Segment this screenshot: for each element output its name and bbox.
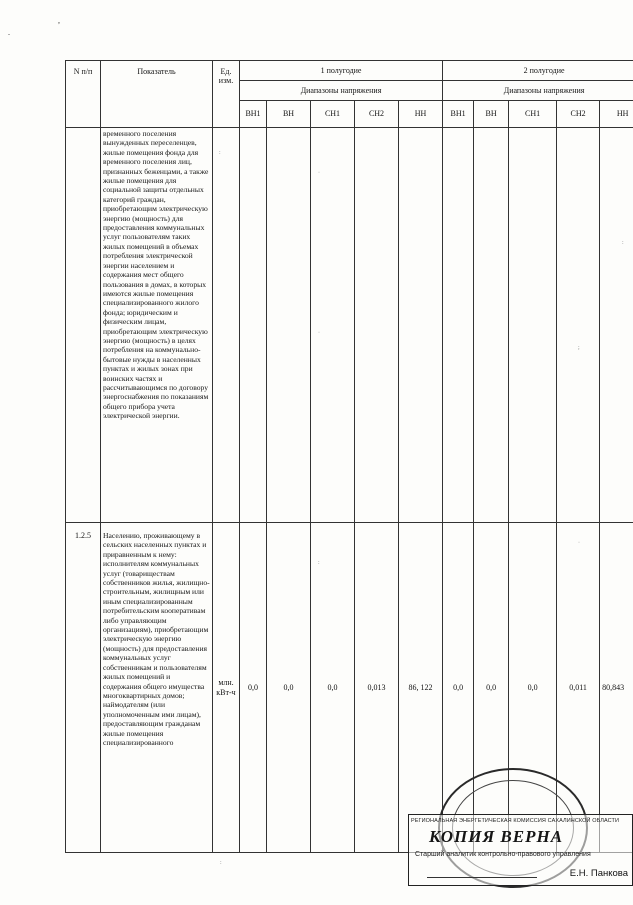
- header-row-1: [66, 61, 633, 81]
- row-indicator: Населению, проживающему в сельских населенных пунктах и приравненным к нему: исполнителям коммунальных услуг (товариществам собственников жилья, жилищно-строительным, жилищным или иным специализированным потребительским кооперативам либо управляющим организациям), приобретающим электрическую энергию (мощность) для предоставления коммунальных услуг собственникам и пользователям жилых помещений и содержания общего имущества многоквартирных домов; наймодателям (или уполномоченным ими лицам), предоставляющим гражданам жилые помещения специализированного: [101, 523, 213, 853]
- row-number: 1.2.5: [66, 523, 101, 853]
- scan-speck: ·: [578, 540, 580, 546]
- indicator-header: Показатель: [101, 61, 213, 128]
- scan-speck: :: [220, 860, 222, 866]
- row-value: [267, 128, 311, 523]
- signature-line: [427, 877, 537, 878]
- scan-speck: ,: [58, 16, 60, 25]
- scan-speck: :: [219, 150, 221, 156]
- row-value: [240, 128, 267, 523]
- tariff-table: [65, 60, 633, 853]
- row-value: [474, 128, 509, 523]
- ranges1-header: Диапазоны напряжения: [240, 81, 443, 101]
- level-header: ВН: [474, 101, 509, 128]
- level-header: НН: [600, 101, 633, 128]
- scan-speck: ·: [318, 330, 320, 336]
- row-value: [399, 128, 443, 523]
- row-value: 0,0: [311, 523, 355, 853]
- row-value: [509, 128, 557, 523]
- row-value: 80,843: [600, 523, 633, 853]
- row-value: [355, 128, 399, 523]
- num-header: N п/п: [66, 61, 101, 128]
- half1-header: 1 полугодие: [240, 61, 443, 81]
- unit-header: Ед. изм.: [213, 61, 240, 128]
- row-value: 0,013: [355, 523, 399, 853]
- stamp-copy-mark: КОПИЯ ВЕРНА: [429, 827, 564, 846]
- row-value: 0,0: [474, 523, 509, 853]
- row-value: 0,0: [509, 523, 557, 853]
- level-header: НН: [399, 101, 443, 128]
- stamp-box: [408, 814, 633, 886]
- stamp-signer-name: Е.Н. Панкова: [569, 868, 628, 879]
- row-value: 0,0: [443, 523, 474, 853]
- level-header: ВН1: [240, 101, 267, 128]
- stamp-organization: РЕГИОНАЛЬНАЯ ЭНЕРГЕТИЧЕСКАЯ КОМИССИЯ САХАЛИНСКОЙ ОБЛАСТИ: [411, 818, 620, 824]
- certification-stamp: [408, 768, 633, 888]
- level-header: СН1: [509, 101, 557, 128]
- level-header: ВН1: [443, 101, 474, 128]
- level-header: СН1: [311, 101, 355, 128]
- scan-speck: .: [8, 28, 10, 37]
- row-value: 0,0: [267, 523, 311, 853]
- scan-speck: :: [318, 560, 320, 566]
- half2-header: 2 полугодие: [443, 61, 633, 81]
- row-value: 0,011: [557, 523, 600, 853]
- level-header: СН2: [557, 101, 600, 128]
- scan-speck: ;: [578, 345, 580, 351]
- ranges2-header: Диапазоны напряжения: [443, 81, 633, 101]
- scan-speck: ·: [318, 170, 320, 176]
- scan-speck: :: [622, 240, 624, 246]
- row-unit: [213, 128, 240, 523]
- row-value: 0,0: [240, 523, 267, 853]
- row-value: [443, 128, 474, 523]
- level-header: СН2: [355, 101, 399, 128]
- row-unit: млн. кВт-ч: [213, 523, 240, 853]
- stamp-role: Старший аналитик контрольно-правового управления: [415, 851, 591, 858]
- row-number: [66, 128, 101, 523]
- row-value: [311, 128, 355, 523]
- row-value: 86, 122: [399, 523, 443, 853]
- row-value: [600, 128, 633, 523]
- row-indicator: временного поселения вынужденных переселенцев, жилые помещения фонда для временного поселения лиц, признанных беженцами, а также жилые помещения для социальной защиты отдельных категорий граждан, приобретающим электрическую энергию (мощность) для предоставления коммунальных услуг пользователям таких жилых помещений в объемах потребления электрической энергии населением и содержания мест общего пользования в домах, в которых имеются жилые помещения специализированного жилого фонда; юридическим и физическим лицам, приобретающим электрическую энергию (мощность) в целях потребления на коммунально-бытовые нужды в населенных пунктах и жилых зонах при воинских частях и рассчитывающимся по договору энергоснабжения по показаниям общего прибора учета электрической энергии.: [101, 128, 213, 523]
- level-header: ВН: [267, 101, 311, 128]
- table-row: [66, 128, 633, 523]
- row-value: [557, 128, 600, 523]
